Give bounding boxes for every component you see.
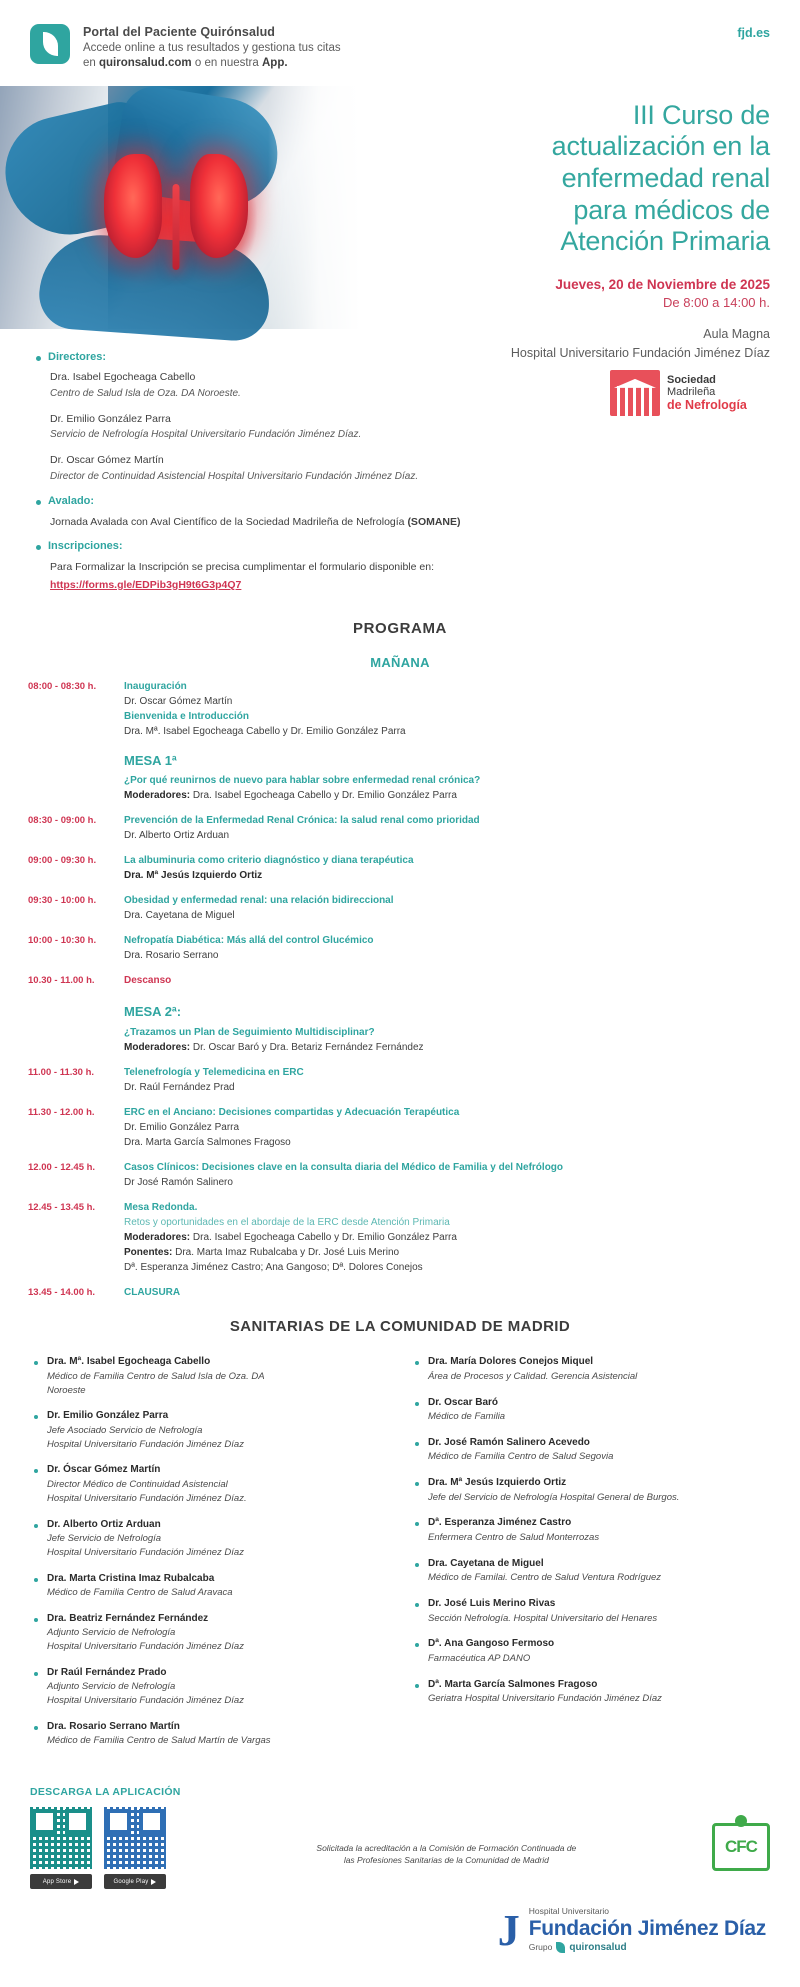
portal-app: App. [261, 57, 288, 70]
speaker-name: Dr. Óscar Gómez Martín [47, 1464, 161, 1476]
schedule-time: 10.30 - 11.00 h. [28, 975, 95, 987]
list-item [34, 1666, 393, 1708]
top-bar [0, 0, 800, 86]
schedule-row [28, 1285, 770, 1300]
schedule-content [124, 853, 770, 883]
mesa-heading: MESA 2ª: [124, 1004, 182, 1020]
bullet-icon [34, 1469, 38, 1473]
schedule-title: Mesa Redonda. [124, 1202, 198, 1214]
cfc-badge-icon [712, 1823, 770, 1871]
schedule-row [28, 1160, 770, 1190]
qr-code-app-store-icon[interactable] [30, 1807, 92, 1869]
list-item [415, 1597, 774, 1625]
somane-logo [610, 367, 772, 419]
bullet-icon [415, 1563, 419, 1567]
schedule-ponentes [124, 1245, 770, 1260]
speaker-name: Dª. Ana Gangoso Fermoso [428, 1638, 555, 1650]
schedule-speaker: Dr. Raúl Fernández Prad [124, 1082, 235, 1094]
speaker-name: Dra. Mª Jesús Izquierdo Ortiz [428, 1477, 567, 1489]
accreditation-line-1: Solicitada la acreditación a la Comisión de Formación Continuada de [316, 1842, 577, 1853]
schedule-title: Inauguración [124, 680, 187, 692]
brand-bar [0, 1907, 800, 1977]
schedule-row [28, 749, 770, 804]
speaker-role: Médico de Familai. Centro de Salud Ventura Rodríguez [428, 1572, 662, 1584]
event-title-line-2: actualización en la [551, 131, 770, 162]
list-item [34, 1409, 393, 1451]
speaker-name: Dr. Oscar Baró [428, 1396, 499, 1408]
bullet-icon [415, 1643, 419, 1647]
schedule-time: 09:00 - 09:30 h. [28, 855, 97, 867]
moderators-label: Moderadores: [124, 1232, 191, 1244]
google-play-card[interactable] [104, 1807, 166, 1889]
schedule-title: Bienvenida e Introducción [124, 710, 250, 722]
schedule-time: 11.30 - 12.00 h. [28, 1107, 95, 1119]
event-date-block [360, 275, 770, 313]
portal-sub-line1: Accede online a tus resultados y gestiona tus citas [83, 41, 341, 54]
bullet-icon [34, 1524, 38, 1528]
schedule-title: Descanso [124, 975, 172, 987]
list-item [415, 1436, 774, 1464]
quironsalud-leaf-icon [556, 1942, 565, 1953]
somane-wordmark [667, 374, 747, 413]
speaker-role: Jefe Servicio de Nefrología [47, 1533, 162, 1545]
list-item [415, 1637, 774, 1665]
schedule-content [124, 1200, 770, 1275]
portal-title: Portal del Paciente Quirónsalud [83, 25, 276, 39]
fjd-monogram-icon: J [497, 1905, 520, 1955]
schedule-content [124, 1000, 770, 1055]
portal-info [83, 24, 341, 72]
cfc-logo [712, 1823, 770, 1889]
schedule-time: 11.00 - 11.30 h. [28, 1067, 95, 1079]
bullet-icon [34, 1618, 38, 1622]
inscripciones-link[interactable]: https://forms.gle/EDPib3gH9t6G3p4Q7 [50, 578, 242, 591]
schedule-row [28, 679, 770, 739]
fundacion-jimenez-diaz-logo [498, 1907, 766, 1953]
app-store-label: App Store [42, 1878, 72, 1885]
somane-line-1: Sociedad [667, 373, 716, 386]
bullet-icon [415, 1361, 419, 1365]
schedule-title: CLAUSURA [124, 1287, 181, 1299]
ponentes-label: Ponentes: [124, 1247, 173, 1259]
schedule-title: Nefropatía Diabética: Más allá del control Glucémico [124, 935, 374, 947]
inscripciones-heading: Inscripciones: [36, 540, 770, 552]
bullet-icon [34, 1726, 38, 1730]
schedule-row [28, 1000, 770, 1055]
speaker-role: Geriatra Hospital Universitario Fundación Jiménez Díaz [428, 1693, 662, 1705]
list-item [34, 1572, 393, 1600]
list-item [34, 1720, 393, 1748]
speaker-role: Jefe Asociado Servicio de Nefrología [47, 1424, 203, 1436]
bullet-icon [34, 1578, 38, 1582]
hero-text [360, 86, 800, 362]
schedule-content [124, 933, 770, 963]
session-label-manana: MAÑANA [370, 654, 430, 670]
mesa-moderators [124, 1040, 770, 1055]
portal-sub-mid: o en nuestra [191, 57, 262, 70]
speakers-column-left [34, 1355, 393, 1760]
fjd-site-label: fjd.es [737, 26, 770, 40]
list-item [415, 1396, 774, 1424]
schedule-speaker: Dra. Mª Jesús Izquierdo Ortiz [124, 870, 263, 882]
schedule-speaker: Dr. Oscar Gómez Martín [124, 695, 233, 707]
google-play-label: Google Play [113, 1878, 149, 1885]
list-item [415, 1476, 774, 1504]
schedule-row [28, 853, 770, 883]
schedule-title: Telenefrología y Telemedicina en ERC [124, 1067, 304, 1079]
speaker-role: Hospital Universitario Fundación Jiménez Díaz. [47, 1492, 247, 1504]
footer-section [0, 1760, 800, 1907]
list-item [34, 1355, 393, 1397]
mesa-heading: MESA 1ª [124, 752, 177, 768]
hero-image [0, 86, 360, 329]
schedule-row [28, 1200, 770, 1275]
somane-line-2: Madrileña [667, 385, 716, 398]
speakers-section [0, 1355, 800, 1760]
speaker-role: Hospital Universitario Fundación Jiménez Díaz [47, 1438, 244, 1450]
list-item [34, 1518, 393, 1560]
speaker-name: Dra. Beatriz Fernández Fernández [47, 1612, 209, 1624]
schedule-time: 09:30 - 10:00 h. [28, 895, 97, 907]
schedule-content [124, 813, 770, 843]
download-app-title: DESCARGA LA APLICACIÓN [30, 1786, 181, 1799]
brand-group-label: Grupo [528, 1942, 553, 1952]
director-name: Dra. Isabel Egocheaga Cabello [50, 370, 196, 383]
event-time: De 8:00 a 14:00 h. [663, 294, 770, 310]
speaker-name: Dª. Marta García Salmones Fragoso [428, 1678, 598, 1690]
schedule-speaker: Dra. Marta García Salmones Fragoso [124, 1137, 291, 1149]
sanitarias-heading: SANITARIAS DE LA COMUNIDAD DE MADRID [229, 1318, 571, 1336]
schedule-title: Prevención de la Enfermedad Renal Crónica: la salud renal como prioridad [124, 815, 480, 827]
schedule-time: 08:30 - 09:00 h. [28, 815, 97, 827]
schedule-row [28, 973, 770, 988]
schedule-time: 12.00 - 12.45 h. [28, 1162, 96, 1174]
bullet-icon [415, 1442, 419, 1446]
list-item [415, 1678, 774, 1706]
app-store-button[interactable] [30, 1874, 92, 1889]
schedule-content [124, 749, 770, 804]
moderators-names: Dra. Isabel Egocheaga Cabello y Dr. Emilio González Parra [190, 790, 457, 802]
schedule-row [28, 813, 770, 843]
speaker-role: Adjunto Servicio de Nefrología [47, 1627, 176, 1639]
bullet-icon [34, 1672, 38, 1676]
speakers-column-right [415, 1355, 774, 1760]
speaker-name: Dra. Marta Cristina Imaz Rubalcaba [47, 1572, 215, 1584]
bullet-icon [415, 1482, 419, 1486]
schedule-title: ERC en el Anciano: Decisiones compartidas y Adecuación Terapéutica [124, 1107, 460, 1119]
schedule-speaker: Dra. Cayetana de Miguel [124, 910, 235, 922]
info-section [0, 329, 800, 594]
cfc-mark-label: CFC [725, 1837, 757, 1857]
inscripciones-body: Para Formalizar la Inscripción se precisa cumplimentar el formulario disponible en: [50, 560, 434, 573]
event-title [360, 100, 770, 258]
speaker-role: Farmacéutica AP DANO [428, 1652, 531, 1664]
google-play-button[interactable] [104, 1874, 166, 1889]
schedule-speaker: Dr José Ramón Salinero [124, 1177, 233, 1189]
mesa-moderators [124, 788, 770, 803]
play-triangle-icon [74, 1879, 79, 1885]
schedule-time: 12.45 - 13.45 h. [28, 1202, 96, 1214]
list-item [415, 1557, 774, 1585]
schedule-content [124, 973, 770, 988]
avalado-heading: Avalado: [36, 495, 770, 507]
schedule-speaker: Dra. Rosario Serrano [124, 950, 219, 962]
schedule-time: 08:00 - 08:30 h. [28, 680, 97, 692]
list-item [415, 1355, 774, 1383]
schedule-time [28, 749, 124, 804]
moderators-label: Moderadores: [124, 1042, 191, 1054]
list-item [34, 1612, 393, 1654]
schedule-time [28, 1000, 124, 1055]
speaker-role: Médico de Familia [428, 1411, 506, 1423]
bullet-icon [415, 1684, 419, 1688]
director-affiliation: Director de Continuidad Asistencial Hospital Universitario Fundación Jiménez Díaz. [50, 471, 419, 483]
speaker-name: Dr. Alberto Ortiz Arduan [47, 1518, 161, 1530]
event-date: Jueves, 20 de Noviembre de 2025 [555, 276, 770, 292]
schedule-title: La albuminuria como criterio diagnóstico y diana terapéutica [124, 855, 414, 867]
portal-sub-line2 [83, 56, 341, 72]
speaker-role: Área de Procesos y Calidad. Gerencia Asistencial [428, 1370, 638, 1382]
speaker-role: Hospital Universitario Fundación Jiménez Díaz [47, 1641, 244, 1653]
moderators-label: Moderadores: [124, 790, 191, 802]
speaker-role: Médico de Familia Centro de Salud Aravaca [47, 1587, 233, 1599]
schedule-title: Obesidad y enfermedad renal: una relación bidireccional [124, 895, 394, 907]
bullet-icon [415, 1402, 419, 1406]
speaker-name: Dra. Rosario Serrano Martín [47, 1720, 180, 1732]
speaker-role: Médico de Familia Centro de Salud Isla de Oza. DA [47, 1370, 265, 1382]
brand-line-2: Fundación Jiménez Díaz [528, 1916, 766, 1940]
venue-room: Aula Magna [703, 327, 770, 342]
mesa-subtitle: ¿Por qué reunirnos de nuevo para hablar sobre enfermedad renal crónica? [124, 775, 481, 787]
play-triangle-icon [151, 1879, 156, 1885]
inscripciones-text [50, 559, 770, 594]
bullet-icon [34, 1415, 38, 1419]
avalado-body: Jornada Avalada con Aval Científico de la Sociedad Madrileña de Nefrología [50, 516, 405, 529]
speaker-role: Sección Nefrología. Hospital Universitario del Henares [428, 1612, 658, 1624]
somane-building-icon [610, 370, 660, 416]
avalado-text [50, 514, 770, 531]
accreditation-note [181, 1842, 712, 1890]
schedule-subtitle: Retos y oportunidades en el abordaje de la ERC desde Atención Primaria [124, 1217, 450, 1229]
list-item [415, 1516, 774, 1544]
schedule-time: 13.45 - 14.00 h. [28, 1287, 96, 1299]
event-title-line-4: para médicos de [573, 194, 770, 225]
mesa-subtitle: ¿Trazamos un Plan de Seguimiento Multidisciplinar? [124, 1027, 375, 1039]
schedule-speaker: Dª. Esperanza Jiménez Castro; Ana Gangoso; Dª. Dolores Conejos [124, 1262, 423, 1274]
moderators-names: Dra. Isabel Egocheaga Cabello y Dr. Emilio González Parra [190, 1232, 457, 1244]
schedule-row [28, 933, 770, 963]
qr-row [30, 1807, 181, 1889]
speaker-role: Jefe del Servicio de Nefrología Hospital General de Burgos. [428, 1491, 680, 1503]
speaker-name: Dª. Esperanza Jiménez Castro [428, 1517, 572, 1529]
venue-place: Hospital Universitario Fundación Jiménez Díaz [510, 345, 770, 360]
speaker-role: Adjunto Servicio de Nefrología [47, 1681, 176, 1693]
brand-line-1: Hospital Universitario [528, 1906, 610, 1917]
bullet-icon [34, 1361, 38, 1365]
bullet-icon [415, 1603, 419, 1607]
quironsalud-leaf-icon [30, 24, 70, 64]
director-name: Dr. Oscar Gómez Martín [50, 454, 164, 467]
bullet-icon [415, 1522, 419, 1526]
schedule-row [28, 1065, 770, 1095]
speaker-name: Dr Raúl Fernández Prado [47, 1666, 167, 1678]
schedule-content [124, 679, 770, 739]
speaker-role: Noroeste [47, 1384, 86, 1396]
programa-heading: PROGRAMA [353, 619, 447, 637]
speaker-name: Dr. José Ramón Salinero Acevedo [428, 1436, 590, 1448]
director-affiliation: Centro de Salud Isla de Oza. DA Noroeste. [50, 387, 241, 399]
download-app-block [30, 1786, 181, 1889]
directores-heading: Directores: [36, 351, 770, 363]
schedule-content [124, 1105, 770, 1150]
schedule-content [124, 1160, 770, 1190]
event-title-line-3: enfermedad renal [561, 163, 770, 194]
schedule-content [124, 1285, 770, 1300]
speaker-role: Hospital Universitario Fundación Jiménez Díaz [47, 1546, 244, 1558]
speaker-role: Hospital Universitario Fundación Jiménez Díaz [47, 1695, 244, 1707]
schedule-time: 10:00 - 10:30 h. [28, 935, 97, 947]
speaker-role: Director Médico de Continuidad Asistencial [47, 1478, 228, 1490]
schedule-speaker: Dra. Mª. Isabel Egocheaga Cabello y Dr. Emilio González Parra [124, 725, 406, 737]
schedule-list [0, 679, 800, 1301]
event-title-line-1: III Curso de [632, 99, 770, 130]
schedule-content [124, 1065, 770, 1095]
speaker-name: Dra. Cayetana de Miguel [428, 1557, 544, 1569]
director-affiliation: Servicio de Nefrología Hospital Universitario Fundación Jiménez Díaz. [50, 429, 362, 441]
schedule-title: Casos Clínicos: Decisiones clave en la consulta diaria del Médico de Familia y del Nefrólogo [124, 1162, 564, 1174]
schedule-row [28, 1105, 770, 1150]
kidney-illustration-icon [96, 148, 256, 278]
accreditation-line-2: las Profesiones Sanitarias de la Comunidad de Madrid [343, 1855, 549, 1866]
director-item [50, 453, 770, 484]
speaker-name: Dra. Mª. Isabel Egocheaga Cabello [47, 1356, 211, 1368]
schedule-content [124, 893, 770, 923]
qr-code-google-play-icon[interactable] [104, 1807, 166, 1869]
schedule-speaker: Dr. Emilio González Parra [124, 1122, 240, 1134]
speaker-role: Médico de Familia Centro de Salud Martín de Vargas [47, 1735, 271, 1747]
speaker-name: Dr. Emilio González Parra [47, 1410, 169, 1422]
schedule-row [28, 893, 770, 923]
moderators-names: Dr. Oscar Baró y Dra. Betariz Fernández Fernández [190, 1042, 424, 1054]
director-name: Dr. Emilio González Parra [50, 412, 171, 425]
app-store-card[interactable] [30, 1807, 92, 1889]
portal-web: quironsalud.com [99, 57, 192, 70]
speaker-name: Dra. María Dolores Conejos Miquel [428, 1356, 594, 1368]
brand-group-name: quironsalud [569, 1942, 627, 1954]
schedule-speaker: Dr. Alberto Ortiz Arduan [124, 830, 230, 842]
somane-line-3: de Nefrología [667, 398, 747, 413]
event-title-line-5: Atención Primaria [560, 226, 770, 257]
avalado-acronym: (SOMANE) [407, 516, 461, 529]
speaker-name: Dr. José Luis Merino Rivas [428, 1598, 556, 1610]
list-item [34, 1463, 393, 1505]
ponentes-names: Dra. Marta Imaz Rubalcaba y Dr. José Luis Merino [172, 1247, 400, 1259]
brand-group-line [529, 1942, 766, 1953]
schedule-moderators [124, 1230, 770, 1245]
speaker-role: Médico de Familia Centro de Salud Segovia [428, 1451, 614, 1463]
portal-sub-pre: en [83, 57, 99, 70]
speaker-role: Enfermera Centro de Salud Monterrozas [428, 1531, 600, 1543]
